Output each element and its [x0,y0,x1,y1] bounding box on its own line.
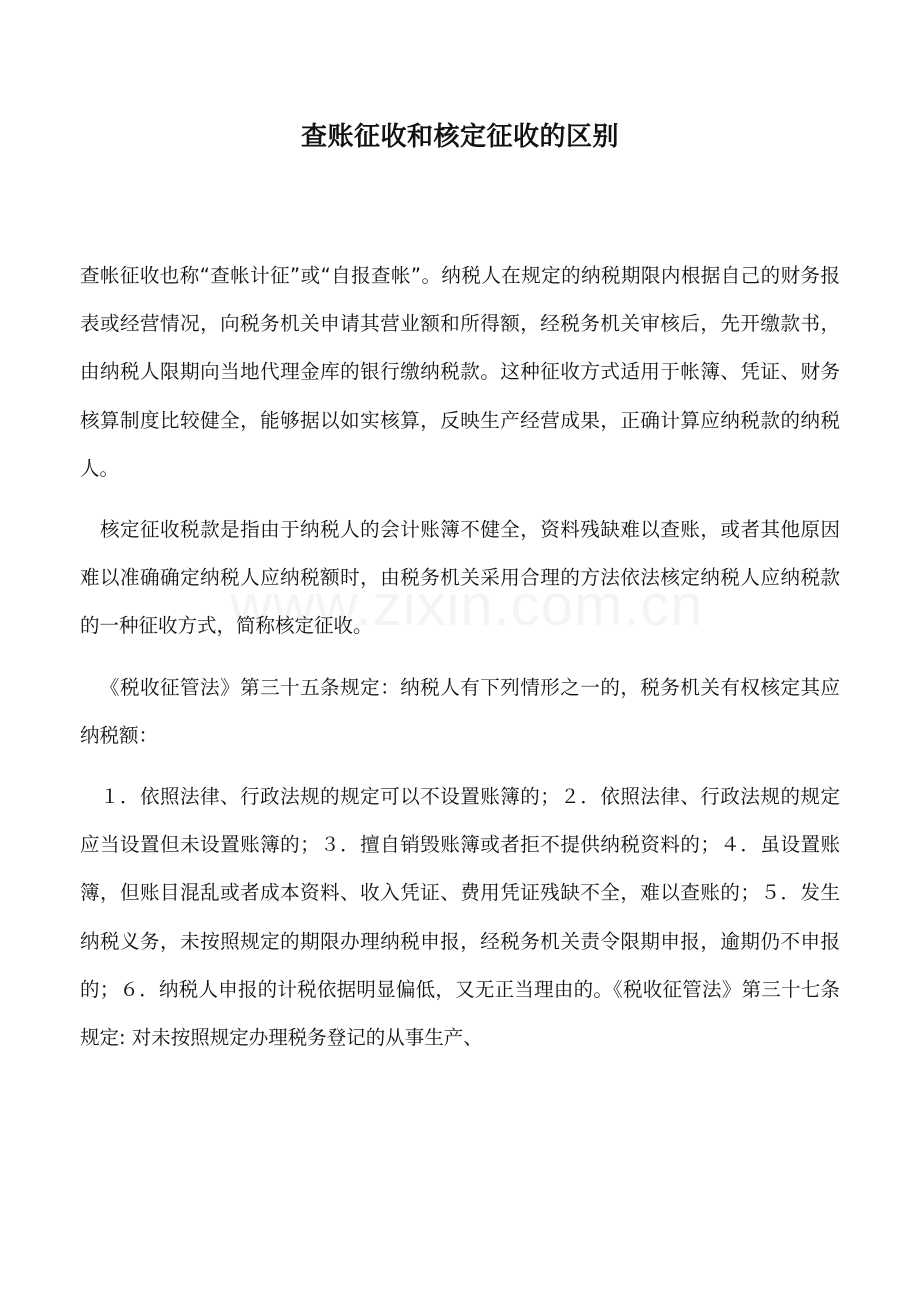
paragraph-article-35-cases: １．依照法律、行政法规的规定可以不设置账簿的；２．依照法律、行政法规的规定应当设置但未设置账簿的；３．擅自销毁账簿或者拒不提供纳税资料的；４．虽设置账簿，但账目混乱或者成本资料、收入凭证、费用凭证残缺不全，难以查账的；５．发生纳税义务，未按照规定的期限办理纳税申报，经税务机关责令限期申报，逾期仍不申报的；６．纳税人申报的计税依据明显偏低，又无正当理由的。《税收征管法》第三十七条规定: 对未按照规定办理税务登记的从事生产、 [80,785,840,1050]
document-body [80,252,840,1075]
paragraph-tax-audit-definition: 查帐征收也称“查帐计征”或“自报查帐”。纳税人在规定的纳税期限内根据自己的财务报表或经营情况，向税务机关申请其营业额和所得额，经税务机关审核后，先开缴款书，由纳税人限期向当地代理金库的银行缴纳税款。这种征收方式适用于帐簿、凭证、财务核算制度比较健全，能够据以如实核算，反映生产经营成果，正确计算应纳税款的纳税人。 [80,264,840,480]
paragraph-article-35-intro: 《税收征管法》第三十五条规定：纳税人有下列情形之一的，税务机关有权核定其应纳税额： [80,675,840,747]
document-title: 查账征收和核定征收的区别 [300,122,619,152]
paragraph-assessed-collection-definition: 核定征收税款是指由于纳税人的会计账簿不健全，资料残缺难以查账，或者其他原因难以准确确定纳税人应纳税额时，由税务机关采用合理的方法依法核定纳税人应纳税款的一种征收方式，简称核定征收。 [80,518,840,638]
